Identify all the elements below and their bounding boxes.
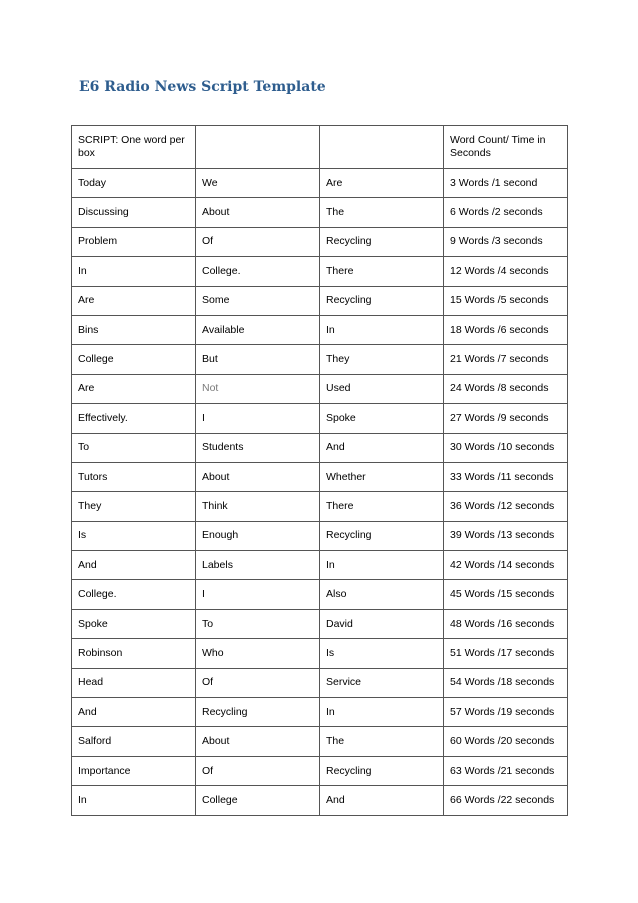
table-row bbox=[72, 668, 568, 697]
table-row bbox=[72, 698, 568, 727]
script-word-cell: There bbox=[320, 257, 444, 286]
script-word-cell: David bbox=[320, 609, 444, 638]
script-word-cell: Discussing bbox=[72, 198, 196, 227]
table-row bbox=[72, 580, 568, 609]
word-count-cell: 6 Words /2 seconds bbox=[444, 198, 568, 227]
script-word-cell: Importance bbox=[72, 756, 196, 785]
script-word-cell: Recycling bbox=[320, 227, 444, 256]
word-count-cell: 3 Words /1 second bbox=[444, 169, 568, 198]
header-cell-blank-1 bbox=[196, 126, 320, 169]
script-word-cell: Of bbox=[196, 756, 320, 785]
script-word-cell: College. bbox=[72, 580, 196, 609]
script-word-cell: Whether bbox=[320, 462, 444, 491]
word-count-cell: 21 Words /7 seconds bbox=[444, 345, 568, 374]
word-count-cell: 51 Words /17 seconds bbox=[444, 639, 568, 668]
script-word-cell: Is bbox=[320, 639, 444, 668]
table-row bbox=[72, 462, 568, 491]
script-word-cell: Labels bbox=[196, 551, 320, 580]
table-row bbox=[72, 727, 568, 756]
word-count-cell: 12 Words /4 seconds bbox=[444, 257, 568, 286]
page-title: E6 Radio News Script Template bbox=[79, 79, 326, 95]
script-word-cell: About bbox=[196, 462, 320, 491]
table-row bbox=[72, 639, 568, 668]
script-word-cell: Is bbox=[72, 521, 196, 550]
script-word-cell: They bbox=[72, 492, 196, 521]
word-count-cell: 42 Words /14 seconds bbox=[444, 551, 568, 580]
script-word-cell: And bbox=[72, 698, 196, 727]
script-word-cell: College. bbox=[196, 257, 320, 286]
script-table-body bbox=[72, 126, 568, 816]
table-row bbox=[72, 551, 568, 580]
script-word-cell: College bbox=[196, 786, 320, 815]
script-word-cell: The bbox=[320, 198, 444, 227]
table-row bbox=[72, 169, 568, 198]
script-word-cell: Spoke bbox=[72, 609, 196, 638]
script-word-cell: Students bbox=[196, 433, 320, 462]
word-count-cell: 36 Words /12 seconds bbox=[444, 492, 568, 521]
script-word-cell: Who bbox=[196, 639, 320, 668]
script-table bbox=[71, 125, 568, 816]
word-count-cell: 33 Words /11 seconds bbox=[444, 462, 568, 491]
script-word-cell: To bbox=[72, 433, 196, 462]
script-word-cell: Spoke bbox=[320, 404, 444, 433]
script-word-cell: Of bbox=[196, 668, 320, 697]
table-row bbox=[72, 315, 568, 344]
script-word-cell: The bbox=[320, 727, 444, 756]
script-word-cell: I bbox=[196, 580, 320, 609]
script-word-cell: And bbox=[320, 786, 444, 815]
table-row bbox=[72, 345, 568, 374]
header-cell-word-count: Word Count/ Time in Seconds bbox=[444, 126, 568, 169]
word-count-cell: 39 Words /13 seconds bbox=[444, 521, 568, 550]
script-word-cell: Also bbox=[320, 580, 444, 609]
table-row bbox=[72, 756, 568, 785]
script-word-cell: Are bbox=[72, 374, 196, 403]
script-word-cell: And bbox=[72, 551, 196, 580]
script-word-cell: Tutors bbox=[72, 462, 196, 491]
script-word-cell: Problem bbox=[72, 227, 196, 256]
script-word-cell: Are bbox=[72, 286, 196, 315]
script-word-cell: To bbox=[196, 609, 320, 638]
script-word-cell: Robinson bbox=[72, 639, 196, 668]
table-header-row bbox=[72, 126, 568, 169]
word-count-cell: 27 Words /9 seconds bbox=[444, 404, 568, 433]
script-word-cell: Some bbox=[196, 286, 320, 315]
script-word-cell: Head bbox=[72, 668, 196, 697]
script-word-cell: Bins bbox=[72, 315, 196, 344]
script-word-cell: About bbox=[196, 727, 320, 756]
word-count-cell: 15 Words /5 seconds bbox=[444, 286, 568, 315]
word-count-cell: 48 Words /16 seconds bbox=[444, 609, 568, 638]
script-word-cell: And bbox=[320, 433, 444, 462]
script-word-cell: Today bbox=[72, 169, 196, 198]
script-word-cell: College bbox=[72, 345, 196, 374]
script-word-cell: In bbox=[320, 551, 444, 580]
word-count-cell: 57 Words /19 seconds bbox=[444, 698, 568, 727]
header-cell-script: SCRIPT: One word per box bbox=[72, 126, 196, 169]
word-count-cell: 24 Words /8 seconds bbox=[444, 374, 568, 403]
script-word-cell: Recycling bbox=[196, 698, 320, 727]
script-word-cell: Available bbox=[196, 315, 320, 344]
word-count-cell: 63 Words /21 seconds bbox=[444, 756, 568, 785]
script-word-cell: We bbox=[196, 169, 320, 198]
script-word-cell: About bbox=[196, 198, 320, 227]
script-word-cell: But bbox=[196, 345, 320, 374]
script-word-cell: Think bbox=[196, 492, 320, 521]
word-count-cell: 18 Words /6 seconds bbox=[444, 315, 568, 344]
script-word-cell: Effectively. bbox=[72, 404, 196, 433]
table-row bbox=[72, 286, 568, 315]
word-count-cell: 66 Words /22 seconds bbox=[444, 786, 568, 815]
word-count-cell: 45 Words /15 seconds bbox=[444, 580, 568, 609]
script-word-cell: In bbox=[320, 315, 444, 344]
script-word-cell: In bbox=[72, 257, 196, 286]
script-word-cell: Of bbox=[196, 227, 320, 256]
script-word-cell: Used bbox=[320, 374, 444, 403]
script-word-cell: Not bbox=[196, 374, 320, 403]
header-cell-blank-2 bbox=[320, 126, 444, 169]
word-count-cell: 9 Words /3 seconds bbox=[444, 227, 568, 256]
script-word-cell: Salford bbox=[72, 727, 196, 756]
script-word-cell: Service bbox=[320, 668, 444, 697]
script-word-cell: In bbox=[320, 698, 444, 727]
table-row bbox=[72, 609, 568, 638]
table-row bbox=[72, 374, 568, 403]
script-word-cell: In bbox=[72, 786, 196, 815]
word-count-cell: 54 Words /18 seconds bbox=[444, 668, 568, 697]
script-word-cell: Recycling bbox=[320, 286, 444, 315]
table-row bbox=[72, 227, 568, 256]
table-row bbox=[72, 433, 568, 462]
script-word-cell: There bbox=[320, 492, 444, 521]
table-row bbox=[72, 786, 568, 815]
script-word-cell: Recycling bbox=[320, 521, 444, 550]
script-word-cell: Recycling bbox=[320, 756, 444, 785]
script-word-cell: They bbox=[320, 345, 444, 374]
word-count-cell: 60 Words /20 seconds bbox=[444, 727, 568, 756]
table-row bbox=[72, 521, 568, 550]
table-row bbox=[72, 257, 568, 286]
script-word-cell: I bbox=[196, 404, 320, 433]
script-word-cell: Are bbox=[320, 169, 444, 198]
table-row bbox=[72, 404, 568, 433]
table-row bbox=[72, 198, 568, 227]
script-word-cell: Enough bbox=[196, 521, 320, 550]
table-row bbox=[72, 492, 568, 521]
word-count-cell: 30 Words /10 seconds bbox=[444, 433, 568, 462]
